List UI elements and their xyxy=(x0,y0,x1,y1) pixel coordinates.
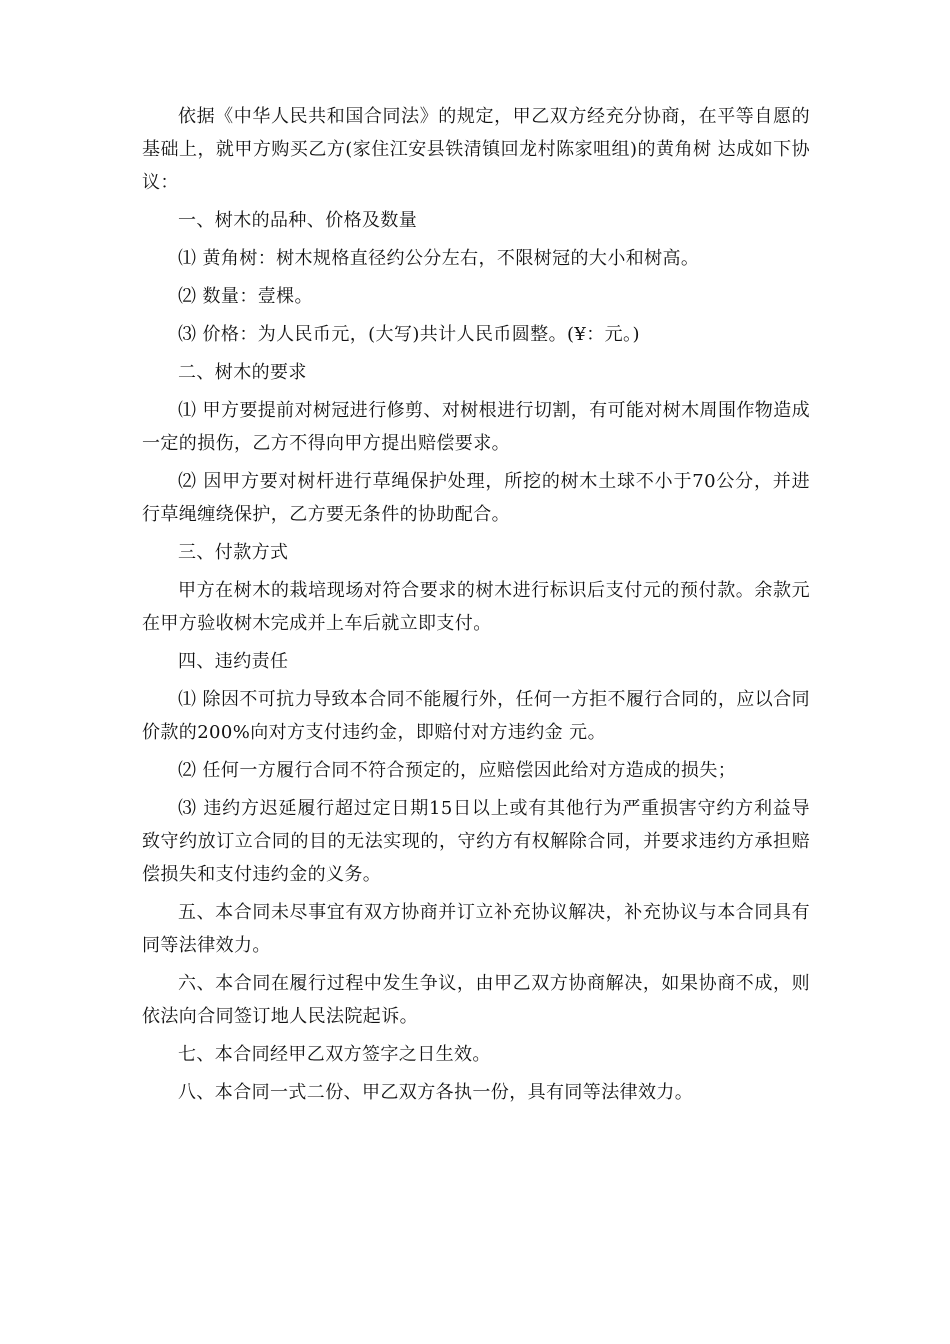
section-1-heading: 一、树木的品种、价格及数量 xyxy=(178,210,418,231)
contract-page xyxy=(142,100,810,1114)
section-2-heading: 二、树木的要求 xyxy=(178,362,307,383)
intro-paragraph: 依据《中华人民共和国合同法》的规定，甲乙双方经充分协商，在平等自愿的基础上，就甲方购买乙方(家住江安县铁清镇回龙村陈家咀组)的黄角树 达成如下协议： xyxy=(142,106,810,193)
section-4-item-1: ⑴ 除因不可抗力导致本合同不能履行外，任何一方拒不履行合同的，应以合同价款的200%向对方支付违约金，即赔付对方违约金 元。 xyxy=(142,689,810,743)
section-1-item-2: ⑵ 数量：壹棵。 xyxy=(178,286,313,307)
section-1-item-1: ⑴ 黄角树：树木规格直径约公分左右，不限树冠的大小和树高。 xyxy=(178,248,700,269)
section-7-paragraph: 七、本合同经甲乙双方签字之日生效。 xyxy=(178,1044,491,1065)
section-4-item-3: ⑶ 违约方迟延履行超过定日期15日以上或有其他行为严重损害守约方利益导致守约放订立合同的目的无法实现的，守约方有权解除合同，并要求违约方承担赔偿损失和支付违约金的义务。 xyxy=(142,798,810,885)
section-5-paragraph: 五、本合同未尽事宜有双方协商并订立补充协议解决，补充协议与本合同具有同等法律效力。 xyxy=(142,902,810,956)
section-8-paragraph: 八、本合同一式二份、甲乙双方各执一份，具有同等法律效力。 xyxy=(178,1082,694,1103)
section-2-item-2: ⑵ 因甲方要对树杆进行草绳保护处理，所挖的树木土球不小于70公分，并进行草绳缠绕保护，乙方要无条件的协助配合。 xyxy=(142,471,810,525)
section-1-item-3: ⑶ 价格：为人民币元，(大写)共计人民币圆整。(¥：元。) xyxy=(178,324,640,345)
section-4-heading: 四、违约责任 xyxy=(178,651,289,672)
section-3-heading: 三、付款方式 xyxy=(178,542,289,563)
section-4-item-2: ⑵ 任何一方履行合同不符合预定的，应赔偿因此给对方造成的损失； xyxy=(178,760,737,781)
section-3-body: 甲方在树木的栽培现场对符合要求的树木进行标识后支付元的预付款。余款元在甲方验收树木完成并上车后就立即支付。 xyxy=(142,580,810,634)
section-2-item-1: ⑴ 甲方要提前对树冠进行修剪、对树根进行切割，有可能对树木周围作物造成一定的损伤，乙方不得向甲方提出赔偿要求。 xyxy=(142,400,810,454)
section-6-paragraph: 六、本合同在履行过程中发生争议，由甲乙双方协商解决，如果协商不成，则依法向合同签订地人民法院起诉。 xyxy=(142,973,810,1027)
